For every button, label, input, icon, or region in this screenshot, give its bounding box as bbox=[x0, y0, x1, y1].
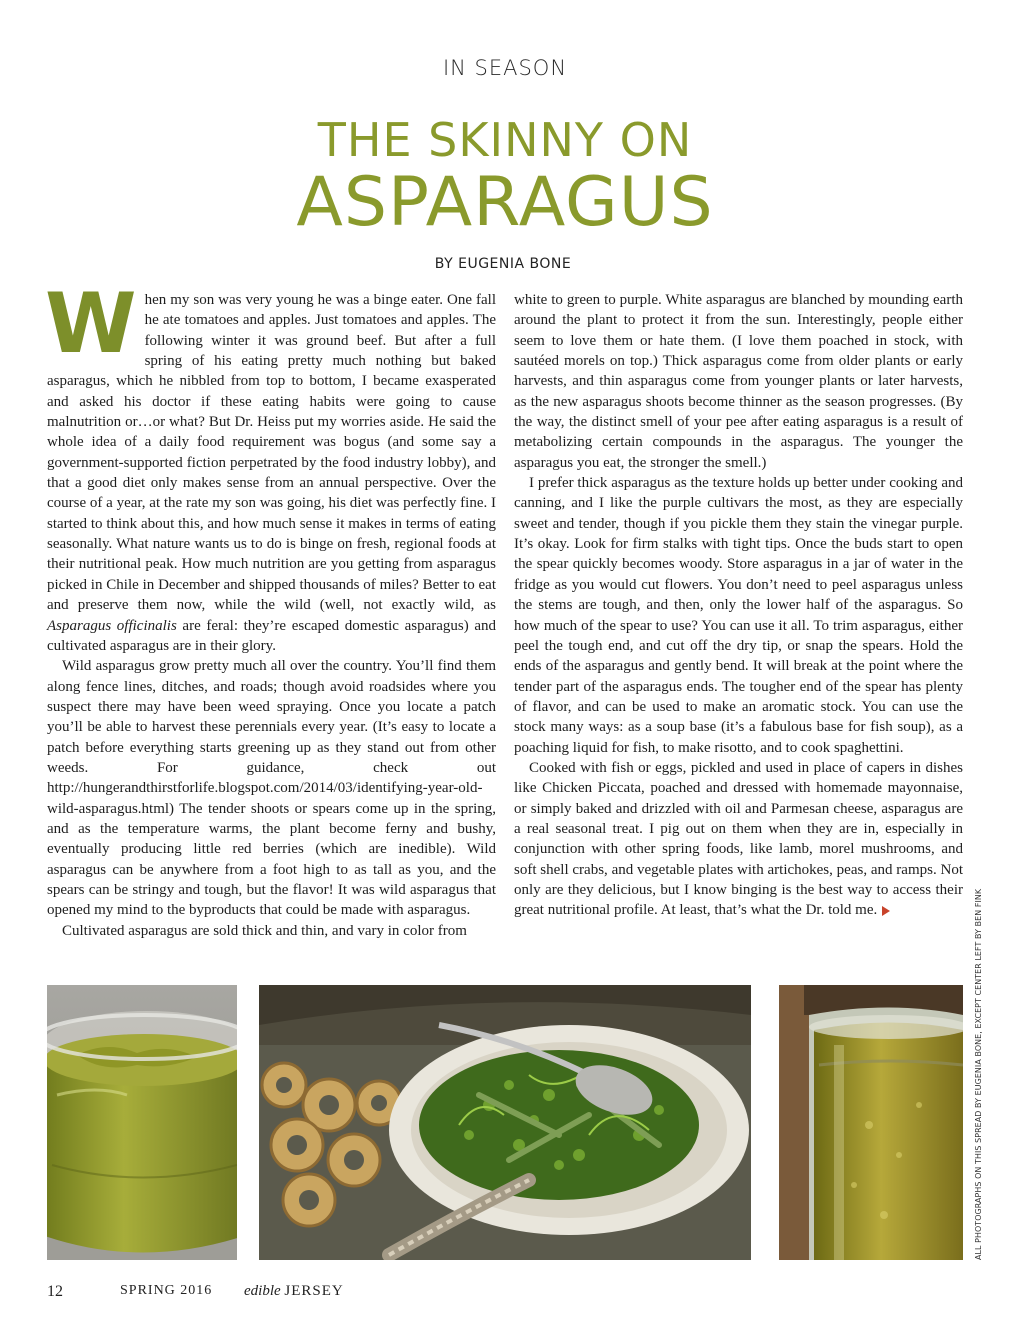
article-title-line-1: THE SKINNY ON bbox=[317, 113, 693, 167]
article-column-right bbox=[514, 290, 963, 921]
puree-jar-picture bbox=[47, 985, 237, 1260]
drop-cap: W bbox=[45, 275, 137, 372]
section-label: IN SEASON bbox=[442, 56, 568, 80]
photo-asparagus-jar bbox=[779, 985, 963, 1260]
photo-credit: ALL PHOTOGRAPHS ON THIS SPREAD BY EUGENIA BONE, EXCEPT CENTER LEFT BY BEN FINK bbox=[974, 888, 983, 1260]
article-title-line-2: ASPARAGUS bbox=[296, 163, 714, 242]
paragraph-5 bbox=[514, 758, 963, 921]
paragraph-3-continued: white to green to purple. White asparagus are blanched by mounding earth around the plant to protect it from the sun. Interestingly, people either seem to love them or hate them. (I love them poached in stock, with sautéed morels on top.) Thick asparagus come from older plants or early harvests, and thin asparagus come from younger plants or later harvests, as the new asparagus shoots become thinner as the season progresses. (By the way, the distinct smell of your pee after eating asparagus is a result of metabolizing certain compounds in the asparagus. The younger the asparagus you eat, the stronger the smell.) bbox=[514, 292, 963, 471]
byline: BY EUGENIA BONE bbox=[434, 256, 572, 272]
paragraph-1-text: hen my son was very young he was a binge eater. One fall he ate tomatoes and apples. Just tomatoes and apples. The following winter it was ground beef. But after a full spring of his eating pretty much nothing but baked asparagus, which he nibbled from top to bottom, I became exasperated and asked his doctor if these eating habits were going to cause malnutrition or…or what? But Dr. Heiss put my worries aside. He said the whole idea of a daily food requirement was bogus (and some say a government-supported fiction perpetrated by the food industry lobby), and that a good diet only makes sense from an annual perspective. Over the course of a year, at the rate my son was going, his diet was perfectly fine. I started to think about this, and how much sense it makes in terms of eating seasonally. What nature wants us to do is binge on fresh, regional foods at their nutritional peak. How much nutrition are you getting from asparagus picked in Chile in December and shipped thousands of miles? Better to eat and preserve them now, while the wild (well, not exactly wild, as bbox=[47, 292, 496, 614]
photo-asparagus-pea-salad bbox=[259, 985, 751, 1260]
paragraph-5-text: Cooked with fish or eggs, pickled and used in place of capers in dishes like Chicken Piccata, poached and dressed with homemade mayonnaise, or simply baked and drizzled with oil and Parmesan cheese, asparagus are a real seasonal treat. I pig out on them when they are in, especially in conjunction with other spring foods, like lamb, morel mushrooms, and soft shell crabs, and vegetable plates with artichokes, peas, and ramps. Not only are they delicious, but I know binging is the best way to access their great nutritional profile. At least, that’s what the Dr. told me. bbox=[514, 759, 963, 919]
paragraph-1 bbox=[45, 275, 496, 656]
asparagus-jar-picture bbox=[779, 985, 963, 1260]
magazine-name-caps: JERSEY bbox=[284, 1283, 344, 1299]
photo-asparagus-puree-jar bbox=[47, 985, 237, 1260]
issue-label: SPRING 2016 bbox=[120, 1283, 213, 1298]
end-mark-icon bbox=[882, 906, 890, 916]
paragraph-1-end: are feral: they’re escaped domestic asparagus) and cultivated asparagus are in their glory. bbox=[47, 617, 496, 654]
asparagus-salad-picture bbox=[259, 985, 751, 1260]
paragraph-2: Wild asparagus grow pretty much all over the country. You’ll find them along fence lines, ditches, and roads; though avoid roadsides where you suspect there may have been weed spraying. Once you locate a patch you’ll be able to harvest these perennials every year. (It’s easy to locate a patch before everything starts greening up as they stand out from other weeds. For guidance, check out http://hungerandthirstforlife.blogspot.com/2014/03/identifying-year-old-wild-asparagus.html) The tender shoots or spears come up in the spring, and as the temperature warms, the plant become ferny and bushy, eventually producing little red berries (which are inedible). Wild asparagus can be anywhere from a foot high to as tall as you, and the spears can be stringy and tough, but the flavor! It was wild asparagus that opened my mind to the byproducts that could be made with asparagus. bbox=[47, 658, 496, 919]
magazine-name bbox=[244, 1283, 344, 1300]
paragraph-3: Cultivated asparagus are sold thick and thin, and vary in color from bbox=[62, 922, 467, 939]
article-column-left bbox=[45, 275, 496, 941]
magazine-name-italic: edible bbox=[244, 1283, 281, 1299]
species-name: Asparagus officinalis bbox=[47, 617, 177, 634]
page-number: 12 bbox=[47, 1283, 63, 1300]
paragraph-4: I prefer thick asparagus as the texture holds up better under cooking and canning, and I like the purple cultivars the most, as they are especially sweet and tender, though if you pickle them they stain the vinegar purple. It’s okay. Look for firm stalks with tight tips. Once the buds start to open the spear quickly becomes woody. Store asparagus in a jar of water in the fridge as you would cut flowers. You don’t need to peel asparagus unless the stems are tough, and then, only the lower half of the asparagus. So how much of the spear to use? You can use it all. To trim asparagus, either peel the tough end, and cut off the dry tip, or snap the spears. Hold the ends of the asparagus and gently bend. It will break at the point where the tender part of the asparagus ends. The tougher end of the spear has plenty of flavor, and can be used to make an aromatic stock. You can use the stock many ways: as a soup base (it’s a fabulous base for fish soup), as a poaching liquid for fish, to make risotto, and to cook spaghettini. bbox=[514, 475, 963, 756]
